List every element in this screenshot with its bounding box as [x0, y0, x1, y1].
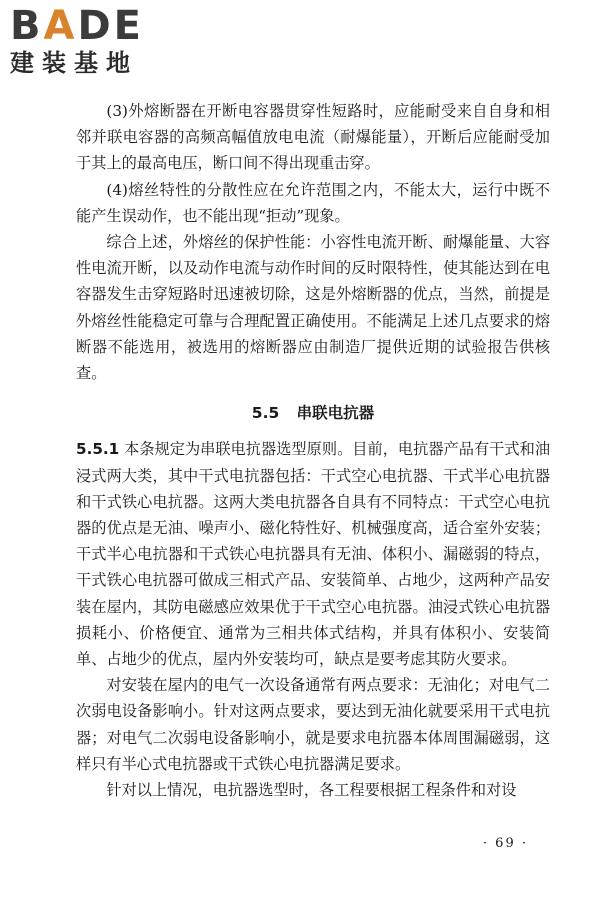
- paragraph-fuse-breaking: (3)外熔断器在开断电容器贯穿性短路时，应能耐受来自自身和相邻并联电容器的高频高幅值放电电流（耐爆能量），开断后应能耐受加于其上的最高电压，断口间不得出现重击穿。: [76, 102, 550, 173]
- section-title: 串联电抗器: [296, 404, 375, 423]
- logo-cjk-text: 建装基地: [10, 49, 138, 77]
- logo-latin-prefix: B: [10, 3, 44, 49]
- section-number: 5.5: [251, 404, 280, 423]
- paragraph-reactor-types: [76, 436, 550, 672]
- bade-logo: [10, 4, 180, 84]
- page-body: [76, 98, 550, 803]
- paragraph-indoor-requirements: 对安装在屋内的电气一次设备通常有两点要求：无油化；对电气二次弱电设备影响小。针对这两点要求，要达到无油化就要采用干式电抗器；对电气二次弱电设备影响小，就是要求电抗器本体周围漏磁弱，这样只有半心式电抗器或干式铁心电抗器满足要求。: [76, 676, 550, 773]
- paragraph-selection: 针对以上情况，电抗器选型时，各工程要根据工程条件和对设: [106, 781, 517, 800]
- logo-latin-suffix: DE: [77, 3, 144, 49]
- paragraph-fuse-dispersion: (4)熔丝特性的分散性应在允许范围之内，不能太大，运行中既不能产生误动作，也不能出现“拒动”现象。: [76, 180, 550, 225]
- logo-latin-text: [10, 4, 180, 48]
- page-number: · 69 ·: [482, 836, 528, 851]
- paragraph-reactor-types-text: 本条规定为串联电抗器选型原则。目前，电抗器产品有干式和油浸式两大类，其中干式电抗器包括：干式空心电抗器、干式半心电抗器和干式铁心电抗器。这两大类电抗器各自具有不同特点：干式空心电抗器的优点是无油、噪声小、磁化特性好、机械强度高，适合室外安装；干式半心电抗器和干式铁心电抗器具有无油、体积小、漏磁弱的特点，干式铁心电抗器可做成三相式产品、安装简单、占地少，这两种产品安装在屋内，其防电磁感应效果优于干式空心电抗器。油浸式铁心电抗器损耗小、价格便宜、通常为三相共体式结构，并具有体积小、安装简单、占地少的优点，屋内外安装均可，缺点是要考虑其防火要求。: [76, 440, 551, 669]
- clause-number: 5.5.1: [76, 440, 120, 459]
- logo-latin-accent: A: [43, 3, 78, 49]
- section-heading: [76, 400, 550, 426]
- paragraph-fuse-summary: 综合上述，外熔丝的保护性能：小容性电流开断、耐爆能量、大容性电流开断，以及动作电流与动作时间的反时限特性，使其能达到在电容器发生击穿短路时迅速被切除，这是外熔断器的优点，当然，前提是外熔丝性能稳定可靠与合理配置正确使用。不能满足上述几点要求的熔断器不能选用，被选用的熔断器应由制造厂提供近期的试验报告供核查。: [76, 233, 550, 383]
